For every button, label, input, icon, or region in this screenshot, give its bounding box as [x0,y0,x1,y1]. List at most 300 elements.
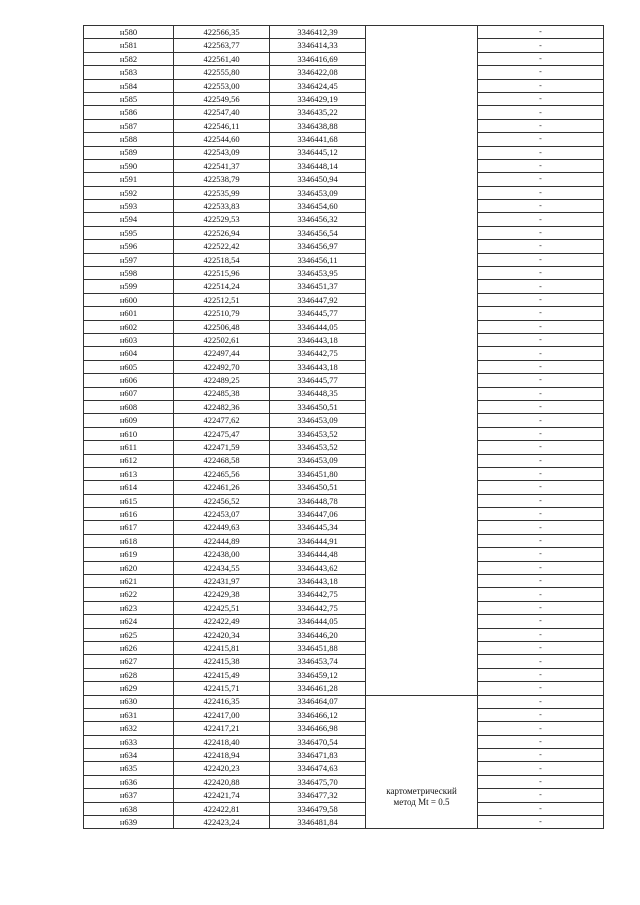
y-coordinate-cell: 3346444,05 [270,320,366,333]
x-coordinate-cell: 422561,40 [174,52,270,65]
point-name-cell: н598 [84,267,174,280]
point-name-cell: н613 [84,467,174,480]
table-row [84,267,604,280]
x-coordinate-cell: 422502,61 [174,333,270,346]
x-coordinate-cell: 422510,79 [174,307,270,320]
table-row [84,320,604,333]
table-row [84,601,604,614]
point-name-cell: н632 [84,722,174,735]
table-row [84,106,604,119]
x-coordinate-cell: 422566,35 [174,26,270,39]
point-name-cell: н617 [84,521,174,534]
x-coordinate-cell: 422416,35 [174,695,270,708]
dash-cell: - [478,226,604,239]
table-row [84,494,604,507]
dash-cell: - [478,79,604,92]
y-coordinate-cell: 3346466,12 [270,708,366,721]
table-row [84,802,604,815]
y-coordinate-cell: 3346451,88 [270,641,366,654]
table-row [84,79,604,92]
dash-cell: - [478,762,604,775]
x-coordinate-cell: 422449,63 [174,521,270,534]
dash-cell: - [478,26,604,39]
y-coordinate-cell: 3346453,52 [270,441,366,454]
point-name-cell: н610 [84,427,174,440]
y-coordinate-cell: 3346456,54 [270,226,366,239]
dash-cell: - [478,588,604,601]
point-name-cell: н630 [84,695,174,708]
dash-cell: - [478,615,604,628]
dash-cell: - [478,159,604,172]
point-name-cell: н608 [84,400,174,413]
table-row [84,708,604,721]
point-name-cell: н615 [84,494,174,507]
point-name-cell: н623 [84,601,174,614]
x-coordinate-cell: 422456,52 [174,494,270,507]
y-coordinate-cell: 3346453,95 [270,267,366,280]
dash-cell: - [478,641,604,654]
table-row [84,548,604,561]
point-name-cell: н618 [84,534,174,547]
x-coordinate-cell: 422468,58 [174,454,270,467]
point-name-cell: н629 [84,682,174,695]
y-coordinate-cell: 3346474,63 [270,762,366,775]
dash-cell: - [478,561,604,574]
table-row [84,240,604,253]
y-coordinate-cell: 3346443,18 [270,360,366,373]
dash-cell: - [478,668,604,681]
point-name-cell: н586 [84,106,174,119]
y-coordinate-cell: 3346446,20 [270,628,366,641]
point-name-cell: н619 [84,548,174,561]
table-row [84,159,604,172]
point-name-cell: н628 [84,668,174,681]
dash-cell: - [478,173,604,186]
dash-cell: - [478,307,604,320]
point-name-cell: н597 [84,253,174,266]
y-coordinate-cell: 3346441,68 [270,133,366,146]
table-row [84,682,604,695]
table-row [84,66,604,79]
point-name-cell: н637 [84,789,174,802]
x-coordinate-cell: 422415,49 [174,668,270,681]
x-coordinate-cell: 422515,96 [174,267,270,280]
y-coordinate-cell: 3346453,74 [270,655,366,668]
dash-cell: - [478,39,604,52]
point-name-cell: н601 [84,307,174,320]
dash-cell: - [478,749,604,762]
table-row [84,173,604,186]
dash-cell: - [478,682,604,695]
dash-cell: - [478,200,604,213]
point-name-cell: н591 [84,173,174,186]
y-coordinate-cell: 3346450,94 [270,173,366,186]
table-row [84,333,604,346]
point-name-cell: н599 [84,280,174,293]
dash-cell: - [478,186,604,199]
x-coordinate-cell: 422533,83 [174,200,270,213]
y-coordinate-cell: 3346479,58 [270,802,366,815]
point-name-cell: н584 [84,79,174,92]
x-coordinate-cell: 422492,70 [174,360,270,373]
point-name-cell: н595 [84,226,174,239]
dash-cell: - [478,467,604,480]
x-coordinate-cell: 422471,59 [174,441,270,454]
table-row [84,293,604,306]
dash-cell: - [478,66,604,79]
point-name-cell: н604 [84,347,174,360]
table-row [84,467,604,480]
point-name-cell: н592 [84,186,174,199]
point-name-cell: н603 [84,333,174,346]
point-name-cell: н612 [84,454,174,467]
y-coordinate-cell: 3346464,07 [270,695,366,708]
x-coordinate-cell: 422549,56 [174,92,270,105]
table-row [84,735,604,748]
dash-cell: - [478,481,604,494]
point-name-cell: н588 [84,133,174,146]
x-coordinate-cell: 422547,40 [174,106,270,119]
table-row [84,280,604,293]
table-row [84,816,604,829]
point-name-cell: н633 [84,735,174,748]
table-row [84,200,604,213]
point-name-cell: н626 [84,641,174,654]
table-row [84,521,604,534]
y-coordinate-cell: 3346453,09 [270,186,366,199]
x-coordinate-cell: 422434,55 [174,561,270,574]
y-coordinate-cell: 3346443,18 [270,575,366,588]
dash-cell: - [478,253,604,266]
dash-cell: - [478,628,604,641]
y-coordinate-cell: 3346451,37 [270,280,366,293]
point-name-cell: н582 [84,52,174,65]
table-row [84,307,604,320]
dash-cell: - [478,106,604,119]
x-coordinate-cell: 422529,53 [174,213,270,226]
point-name-cell: н593 [84,200,174,213]
x-coordinate-cell: 422453,07 [174,508,270,521]
point-name-cell: н596 [84,240,174,253]
y-coordinate-cell: 3346461,28 [270,682,366,695]
table-row [84,508,604,521]
y-coordinate-cell: 3346466,98 [270,722,366,735]
table-row [84,722,604,735]
dash-cell: - [478,333,604,346]
x-coordinate-cell: 422420,23 [174,762,270,775]
x-coordinate-cell: 422544,60 [174,133,270,146]
y-coordinate-cell: 3346445,77 [270,374,366,387]
point-name-cell: н614 [84,481,174,494]
point-name-cell: н611 [84,441,174,454]
y-coordinate-cell: 3346443,18 [270,333,366,346]
dash-cell: - [478,722,604,735]
x-coordinate-cell: 422518,54 [174,253,270,266]
x-coordinate-cell: 422461,26 [174,481,270,494]
x-coordinate-cell: 422465,56 [174,467,270,480]
x-coordinate-cell: 422541,37 [174,159,270,172]
y-coordinate-cell: 3346456,32 [270,213,366,226]
y-coordinate-cell: 3346470,54 [270,735,366,748]
point-name-cell: н634 [84,749,174,762]
y-coordinate-cell: 3346443,62 [270,561,366,574]
point-name-cell: н607 [84,387,174,400]
x-coordinate-cell: 422420,34 [174,628,270,641]
dash-cell: - [478,695,604,708]
table-row [84,628,604,641]
table-row [84,253,604,266]
x-coordinate-cell: 422482,36 [174,400,270,413]
point-name-cell: н625 [84,628,174,641]
method-label: картометрический [386,785,457,796]
x-coordinate-cell: 422444,89 [174,534,270,547]
x-coordinate-cell: 422546,11 [174,119,270,132]
y-coordinate-cell: 3346477,32 [270,789,366,802]
point-name-cell: н581 [84,39,174,52]
point-name-cell: н622 [84,588,174,601]
method-accuracy: метод Mt = 0.5 [393,796,450,807]
table-row [84,226,604,239]
y-coordinate-cell: 3346429,19 [270,92,366,105]
table-row [84,481,604,494]
table-row [84,213,604,226]
table-row [84,400,604,413]
point-name-cell: н585 [84,92,174,105]
dash-cell: - [478,387,604,400]
dash-cell: - [478,534,604,547]
dash-cell: - [478,414,604,427]
y-coordinate-cell: 3346475,70 [270,775,366,788]
method-cell-empty [366,26,478,696]
point-name-cell: н631 [84,708,174,721]
x-coordinate-cell: 422421,74 [174,789,270,802]
point-name-cell: н587 [84,119,174,132]
point-name-cell: н627 [84,655,174,668]
point-name-cell: н638 [84,802,174,815]
dash-cell: - [478,708,604,721]
table-row [84,39,604,52]
dash-cell: - [478,548,604,561]
table-row [84,775,604,788]
x-coordinate-cell: 422475,47 [174,427,270,440]
table-row [84,789,604,802]
dash-cell: - [478,320,604,333]
x-coordinate-cell: 422415,38 [174,655,270,668]
x-coordinate-cell: 422422,49 [174,615,270,628]
x-coordinate-cell: 422418,94 [174,749,270,762]
table-row [84,695,604,708]
dash-cell: - [478,92,604,105]
point-name-cell: н606 [84,374,174,387]
method-cell [366,695,478,829]
y-coordinate-cell: 3346412,39 [270,26,366,39]
x-coordinate-cell: 422538,79 [174,173,270,186]
y-coordinate-cell: 3346450,51 [270,400,366,413]
dash-cell: - [478,441,604,454]
y-coordinate-cell: 3346453,52 [270,427,366,440]
x-coordinate-cell: 422429,38 [174,588,270,601]
x-coordinate-cell: 422485,38 [174,387,270,400]
y-coordinate-cell: 3346438,88 [270,119,366,132]
x-coordinate-cell: 422512,51 [174,293,270,306]
y-coordinate-cell: 3346445,12 [270,146,366,159]
y-coordinate-cell: 3346445,34 [270,521,366,534]
x-coordinate-cell: 422423,24 [174,816,270,829]
table-row [84,374,604,387]
table-row [84,588,604,601]
x-coordinate-cell: 422506,48 [174,320,270,333]
y-coordinate-cell: 3346451,80 [270,467,366,480]
dash-cell: - [478,133,604,146]
x-coordinate-cell: 422417,00 [174,708,270,721]
dash-cell: - [478,119,604,132]
y-coordinate-cell: 3346442,75 [270,347,366,360]
y-coordinate-cell: 3346414,33 [270,39,366,52]
table-row [84,615,604,628]
y-coordinate-cell: 3346444,91 [270,534,366,547]
point-name-cell: н620 [84,561,174,574]
dash-cell: - [478,146,604,159]
dash-cell: - [478,400,604,413]
point-name-cell: н635 [84,762,174,775]
point-name-cell: н602 [84,320,174,333]
dash-cell: - [478,775,604,788]
point-name-cell: н616 [84,508,174,521]
point-name-cell: н589 [84,146,174,159]
table-row [84,749,604,762]
y-coordinate-cell: 3346450,51 [270,481,366,494]
y-coordinate-cell: 3346435,22 [270,106,366,119]
y-coordinate-cell: 3346453,09 [270,414,366,427]
point-name-cell: н594 [84,213,174,226]
x-coordinate-cell: 422555,80 [174,66,270,79]
y-coordinate-cell: 3346442,75 [270,588,366,601]
dash-cell: - [478,575,604,588]
y-coordinate-cell: 3346444,05 [270,615,366,628]
dash-cell: - [478,655,604,668]
table-row [84,441,604,454]
table-row [84,427,604,440]
table-row [84,26,604,39]
y-coordinate-cell: 3346422,08 [270,66,366,79]
y-coordinate-cell: 3346447,06 [270,508,366,521]
y-coordinate-cell: 3346456,11 [270,253,366,266]
x-coordinate-cell: 422415,81 [174,641,270,654]
y-coordinate-cell: 3346416,69 [270,52,366,65]
x-coordinate-cell: 422535,99 [174,186,270,199]
table-row [84,414,604,427]
y-coordinate-cell: 3346453,09 [270,454,366,467]
table-row [84,655,604,668]
dash-cell: - [478,240,604,253]
point-name-cell: н600 [84,293,174,306]
x-coordinate-cell: 422431,97 [174,575,270,588]
dash-cell: - [478,601,604,614]
x-coordinate-cell: 422418,40 [174,735,270,748]
table-row [84,641,604,654]
x-coordinate-cell: 422522,42 [174,240,270,253]
point-name-cell: н605 [84,360,174,373]
dash-cell: - [478,213,604,226]
dash-cell: - [478,816,604,829]
y-coordinate-cell: 3346448,35 [270,387,366,400]
x-coordinate-cell: 422438,00 [174,548,270,561]
table-row [84,360,604,373]
x-coordinate-cell: 422497,44 [174,347,270,360]
table-row [84,92,604,105]
point-name-cell: н580 [84,26,174,39]
y-coordinate-cell: 3346448,78 [270,494,366,507]
y-coordinate-cell: 3346456,97 [270,240,366,253]
table-row [84,575,604,588]
point-name-cell: н609 [84,414,174,427]
dash-cell: - [478,427,604,440]
y-coordinate-cell: 3346481,84 [270,816,366,829]
table-row [84,133,604,146]
x-coordinate-cell: 422553,00 [174,79,270,92]
point-name-cell: н590 [84,159,174,172]
point-name-cell: н583 [84,66,174,79]
table-row [84,561,604,574]
table-row [84,762,604,775]
y-coordinate-cell: 3346447,92 [270,293,366,306]
y-coordinate-cell: 3346445,77 [270,307,366,320]
dash-cell: - [478,347,604,360]
dash-cell: - [478,267,604,280]
table-row [84,186,604,199]
x-coordinate-cell: 422514,24 [174,280,270,293]
dash-cell: - [478,374,604,387]
y-coordinate-cell: 3346454,60 [270,200,366,213]
coordinates-table-body [84,26,604,829]
x-coordinate-cell: 422415,71 [174,682,270,695]
dash-cell: - [478,454,604,467]
table-row [84,668,604,681]
table-row [84,534,604,547]
point-name-cell: н639 [84,816,174,829]
x-coordinate-cell: 422477,62 [174,414,270,427]
dash-cell: - [478,52,604,65]
table-row [84,146,604,159]
x-coordinate-cell: 422420,88 [174,775,270,788]
dash-cell: - [478,280,604,293]
y-coordinate-cell: 3346442,75 [270,601,366,614]
table-row [84,119,604,132]
coordinates-table [83,25,604,829]
dash-cell: - [478,293,604,306]
point-name-cell: н624 [84,615,174,628]
table-row [84,347,604,360]
y-coordinate-cell: 3346424,45 [270,79,366,92]
table-row [84,52,604,65]
dash-cell: - [478,494,604,507]
y-coordinate-cell: 3346448,14 [270,159,366,172]
x-coordinate-cell: 422425,51 [174,601,270,614]
y-coordinate-cell: 3346444,48 [270,548,366,561]
x-coordinate-cell: 422417,21 [174,722,270,735]
dash-cell: - [478,735,604,748]
table-row [84,387,604,400]
dash-cell: - [478,802,604,815]
dash-cell: - [478,521,604,534]
point-name-cell: н621 [84,575,174,588]
x-coordinate-cell: 422563,77 [174,39,270,52]
y-coordinate-cell: 3346471,83 [270,749,366,762]
y-coordinate-cell: 3346459,12 [270,668,366,681]
dash-cell: - [478,508,604,521]
x-coordinate-cell: 422489,25 [174,374,270,387]
dash-cell: - [478,789,604,802]
